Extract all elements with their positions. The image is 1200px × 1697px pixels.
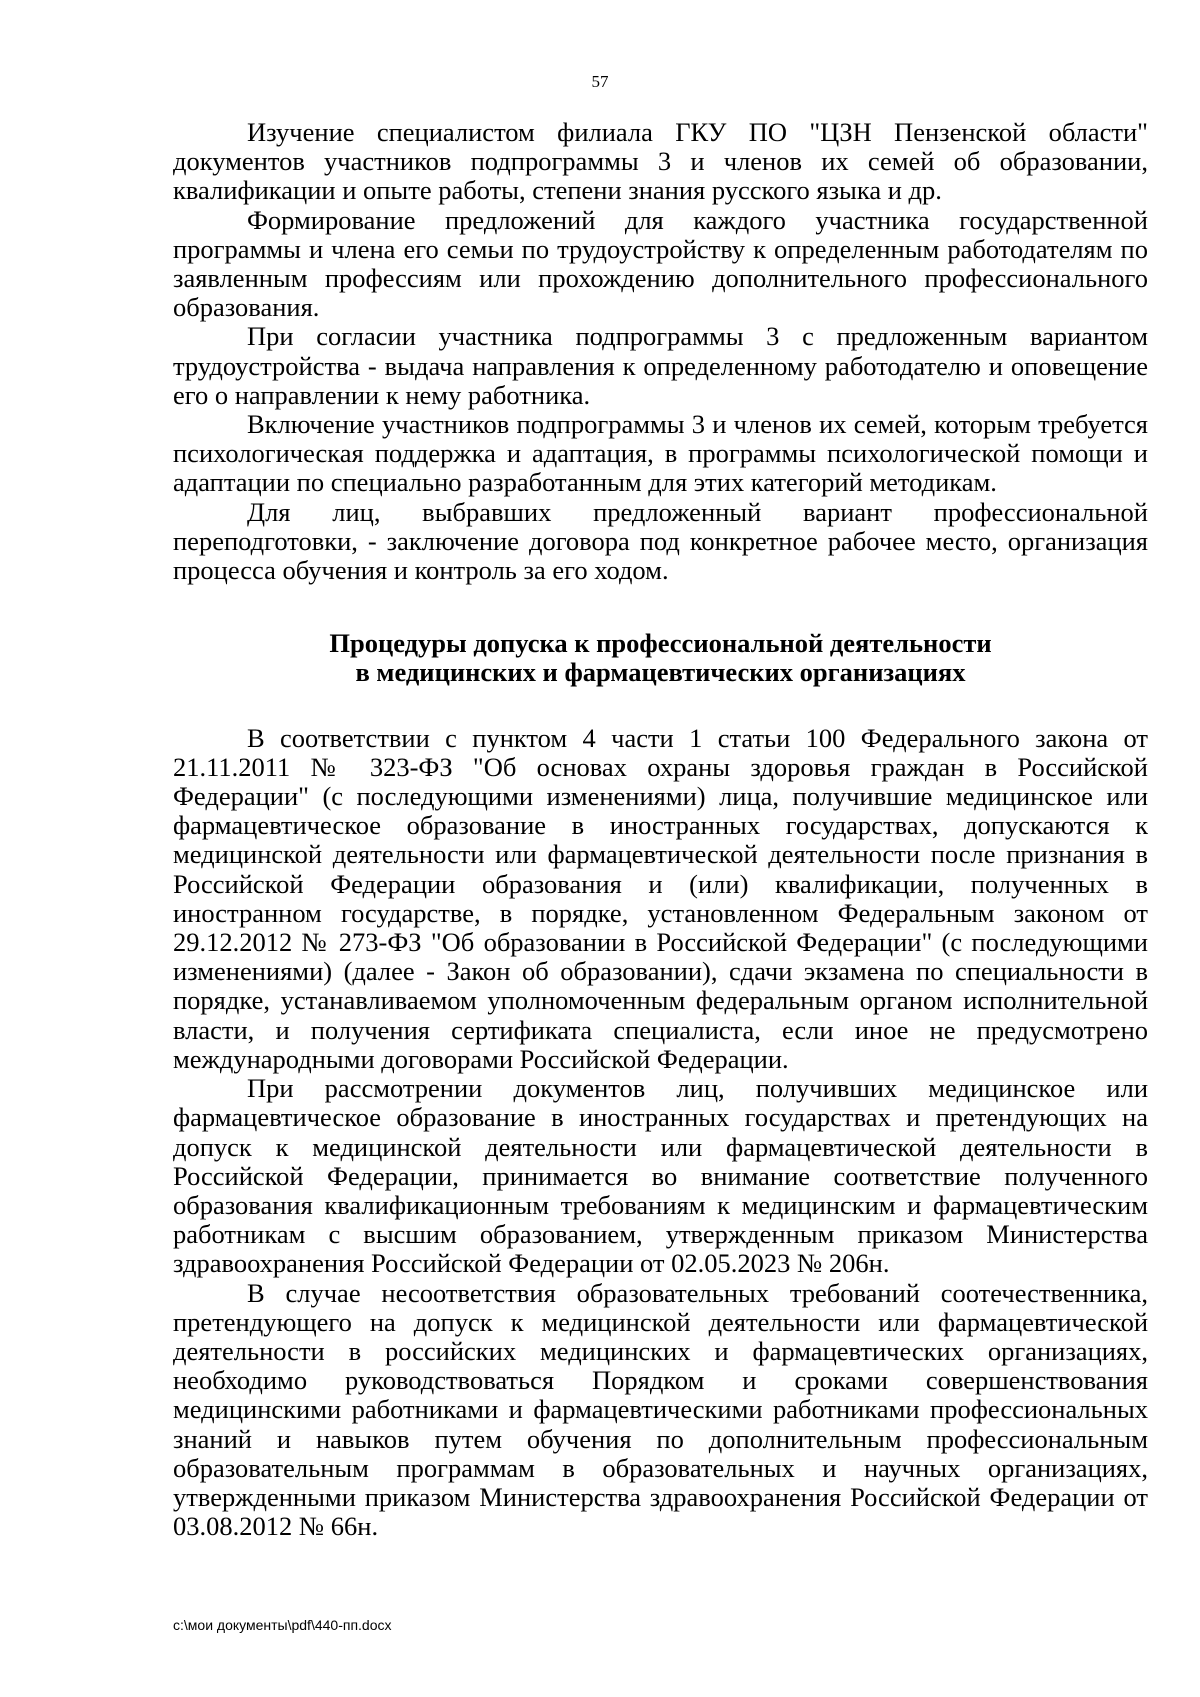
file-path-footer: c:\мои документы\pdf\440-пп.docx <box>173 1617 392 1633</box>
paragraph: При согласии участника подпрограммы 3 с предложенным вариантом трудоустройства - выдача направления к определенному работодателю и оповещение его о направлении к нему работника. <box>173 321 1148 410</box>
document-body <box>173 118 1148 1541</box>
paragraph: Формирование предложений для каждого участника государственной программы и члена его семьи по трудоустройству к определенным работодателям по заявленным профессиям или прохождению дополнительного профессионального образования. <box>173 204 1148 323</box>
section-heading-line-2: в медицинских и фармацевтических организациях <box>355 657 966 688</box>
paragraph: В соответствии с пунктом 4 части 1 статьи 100 Федерального закона от 21.11.2011 № 323-ФЗ "Об основах охраны здоровья граждан в Российской Федерации" (с последующими изменениями) лица, получившие медицинское или фармацевтическое образование в иностранных государствах, допускаются к медицинской деятельности или фармацевтической деятельности после признания в Российской Федерации образования и (или) квалификации, полученных в иностранном государстве, в порядке, установленном Федеральным законом от 29.12.2012 № 273-ФЗ "Об образовании в Российской Федерации" (с последующими изменениями) (далее - Закон об образовании), сдачи экзамена по специальности в порядке, устанавливаемом уполномоченным федеральным органом исполнительной власти, и получения сертификата специалиста, если иное не предусмотрено международными договорами Российской Федерации. <box>173 722 1148 1074</box>
paragraph: При рассмотрении документов лиц, получивших медицинское или фармацевтическое образование в иностранных государствах и претендующих на допуск к медицинской деятельности или фармацевтической деятельности в Российской Федерации, принимается во внимание соответствие полученного образования квалификационным требованиям к медицинским и фармацевтическим работникам с высшим образованием, утвержденным приказом Министерства здравоохранения Российской Федерации от 02.05.2023 № 206н. <box>173 1073 1148 1279</box>
paragraph: В случае несоответствия образовательных требований соотечественника, претендующего на допуск к медицинской деятельности или фармацевтической деятельности в российских медицинских и фармацевтических организациях, необходимо руководствоваться Порядком и сроками совершенствования медицинскими работниками и фармацевтическими работниками профессиональных знаний и навыков путем обучения по дополнительным профессиональным образовательным программам в образовательных и научных организациях, утвержденными приказом Министерства здравоохранения Российской Федерации от 03.08.2012 № 66н. <box>173 1277 1148 1542</box>
paragraph: Для лиц, выбравших предложенный вариант профессиональной переподготовки, - заключение договора под конкретное рабочее место, организация процесса обучения и контроль за его ходом. <box>173 496 1148 586</box>
paragraph: Включение участников подпрограммы 3 и членов их семей, которым требуется психологическая поддержка и адаптация, в программы психологической помощи и адаптации по специально разработанным для этих категорий методикам. <box>173 409 1148 498</box>
section-heading <box>173 629 1148 687</box>
section-heading-line-1: Процедуры допуска к профессиональной деятельности <box>329 628 992 659</box>
page-number: 57 <box>591 72 609 91</box>
paragraph: Изучение специалистом филиала ГКУ ПО "ЦЗН Пензенской области" документов участников подпрограммы 3 и членов их семей об образовании, квалификации и опыте работы, степени знания русского языка и др. <box>173 117 1148 206</box>
